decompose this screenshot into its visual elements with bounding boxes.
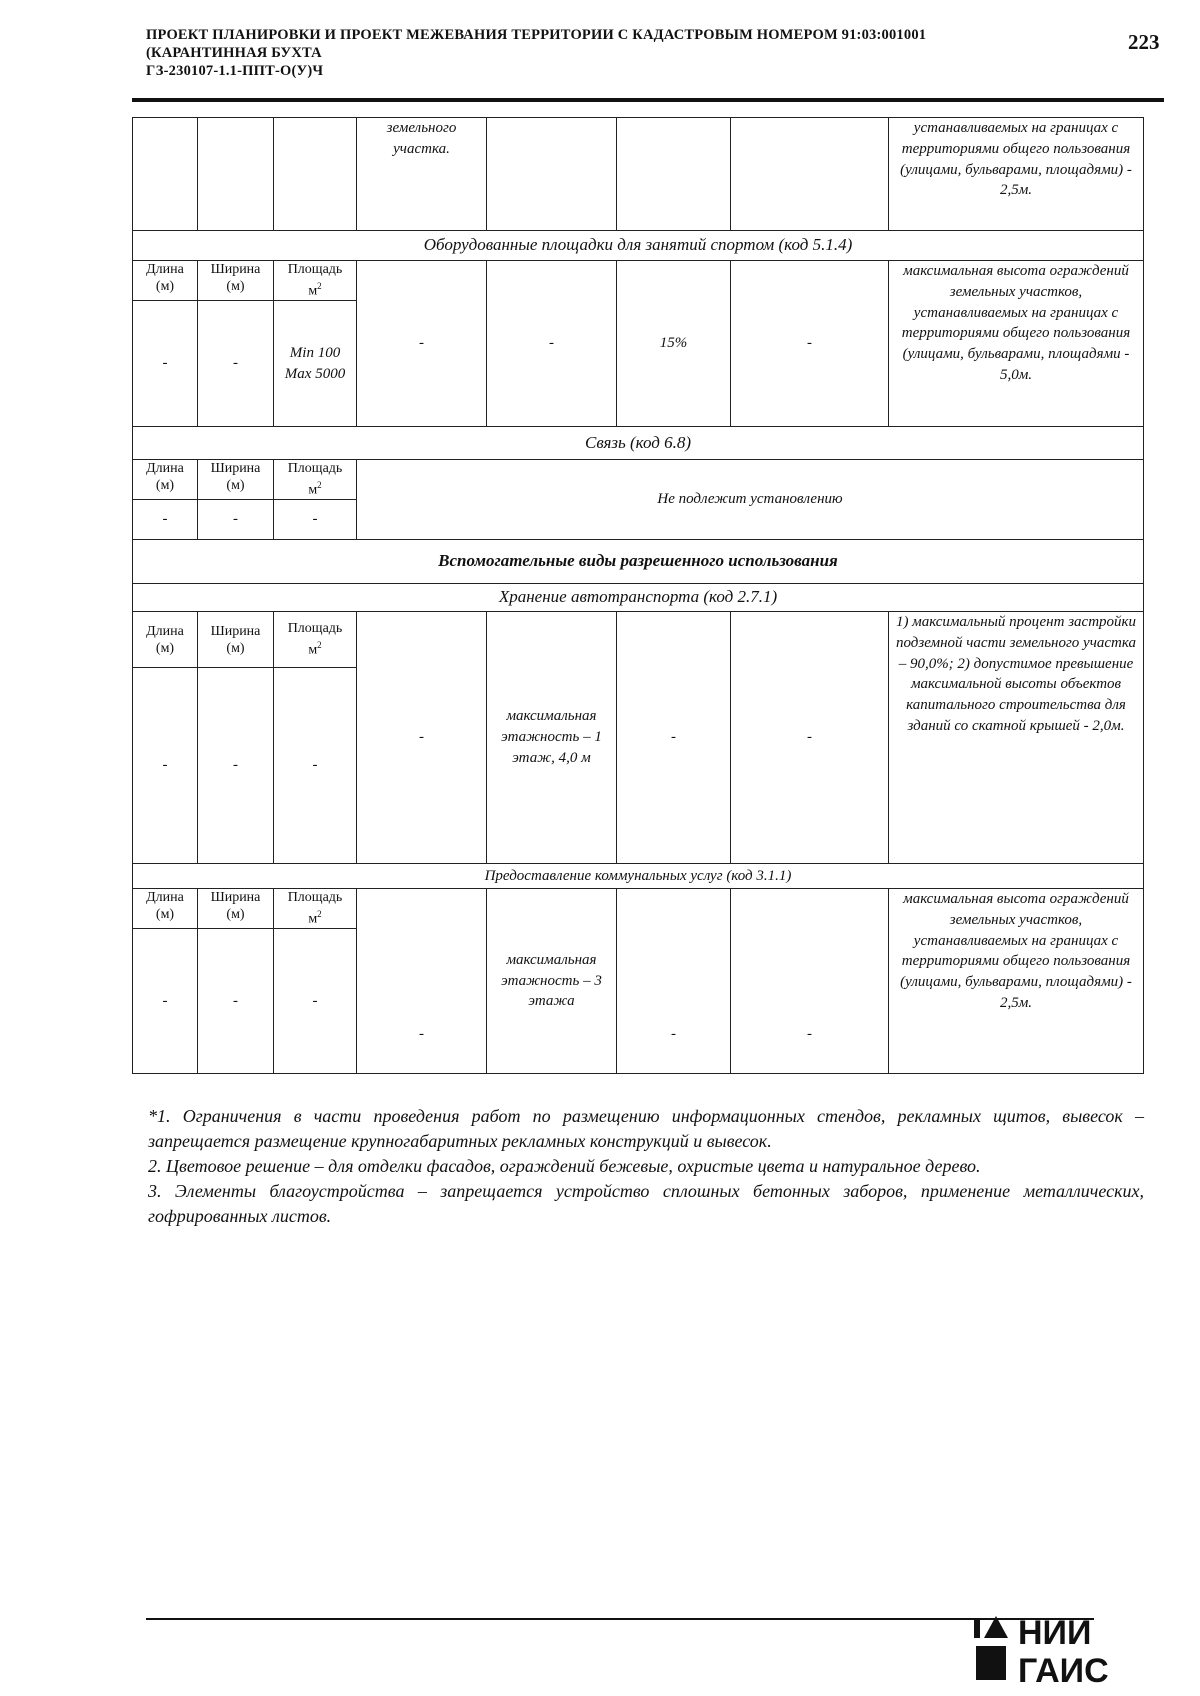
table-row: - - Min 100 Max 5000	[133, 301, 1144, 427]
note-cell: максимальная высота ограждений земельных участков, устанавливаемых на границах с территориями общего пользования (улицами, бульварами, площадями) - 2,5м.	[889, 889, 1144, 1074]
note-cell: Не подлежит установлению	[357, 460, 1144, 540]
header-divider	[132, 98, 1164, 102]
percent-cell: 15%	[617, 261, 731, 427]
section-title: Предоставление коммунальных услуг (код 3.1.1)	[133, 864, 1144, 889]
section-title-row	[133, 584, 1144, 612]
table-row: Длина (м) Ширина (м) Площадь $м^2$ - - 15% - максимальная высота ограждений земельных участков, устанавливаемых на границах с территориями общего пользования (улицами, бульварами, площадями - 5,0м.	[133, 261, 1144, 301]
header-code: ГЗ-230107-1.1-ППТ-О(У)Ч	[146, 63, 324, 79]
col-header-width: Ширина (м)	[198, 261, 274, 301]
table-row: - - -	[133, 668, 1144, 864]
section-title: Связь (код 6.8)	[133, 427, 1144, 460]
regulations-table	[132, 117, 1144, 1074]
floors-cell: максимальная этажность – 1 этаж, 4,0 м	[487, 612, 617, 864]
table-row	[133, 118, 1144, 231]
section-title-row	[133, 231, 1144, 261]
footnote: 2. Цветовое решение – для отделки фасадов, ограждений бежевые, охристые цвета и натуральное дерево.	[148, 1156, 981, 1176]
area-cell: Min 100 Max 5000	[274, 301, 357, 427]
niigais-logo	[974, 1612, 1174, 1692]
logo-text-bottom: ГАИС	[1018, 1652, 1109, 1690]
section-title: Оборудованные площадки для занятий спортом (код 5.1.4)	[133, 231, 1144, 261]
footnote: 3. Элементы благоустройства – запрещается устройство сплошных бетонных заборов, применение металлических, гофрированных листов.	[148, 1181, 1144, 1226]
section-title-row	[133, 427, 1144, 460]
table-row: Длина (м) Ширина (м) Площадь $м^2$ Не подлежит установлению	[133, 460, 1144, 500]
table-row: - - -	[133, 929, 1144, 1074]
table-row: Длина (м) Ширина (м) Площадь $м^2$ - максимальная этажность – 1 этаж, 4,0 м - - 1) максимальный процент застройки подземной части земельного участка – 90,0%; 2) допустимое превышение максимальной высоты объектов капитального строительства для зданий со скатной крышей - 2,0м.	[133, 612, 1144, 668]
logo-mark-bar	[974, 1618, 980, 1638]
footnote: *1. Ограничения в части проведения работ по размещению информационных стендов, рекламных щитов, вывесок – запрещается размещение крупногабаритных рекламных конструкций и вывесок.	[148, 1106, 1144, 1151]
header-title: ПРОЕКТ ПЛАНИРОВКИ И ПРОЕКТ МЕЖЕВАНИЯ ТЕРРИТОРИИ С КАДАСТРОВЫМ НОМЕРОМ 91:03:001001	[146, 27, 927, 43]
header-subtitle: (КАРАНТИННАЯ БУХТА	[146, 45, 322, 61]
section-title-row	[133, 540, 1144, 584]
table-row: Длина (м) Ширина (м) Площадь $м^2$ - максимальная этажность – 3 этажа - - максимальная высота ограждений земельных участков, устанавливаемых на границах с территориями общего пользования (улицами, бульварами, площадями) - 2,5м.	[133, 889, 1144, 929]
page-number: 223	[1128, 30, 1160, 54]
document-header	[146, 26, 1086, 80]
logo-mark-triangle	[984, 1616, 1008, 1638]
col-header-area: Площадь $м^2$	[274, 261, 357, 301]
aux-uses-title: Вспомогательные виды разрешенного использования	[133, 540, 1144, 584]
col-header-length: Длина (м)	[133, 261, 198, 301]
logo-text-top: НИИ	[1018, 1614, 1092, 1652]
table-row: - - -	[133, 500, 1144, 540]
table-cell: земельного участка.	[357, 118, 487, 231]
floors-cell: максимальная этажность – 3 этажа	[487, 889, 617, 1074]
note-cell: максимальная высота ограждений земельных участков, устанавливаемых на границах с территориями общего пользования (улицами, бульварами, площадями - 5,0м.	[889, 261, 1144, 427]
footnotes	[148, 1104, 1144, 1229]
note-cell: 1) максимальный процент застройки подземной части земельного участка – 90,0%; 2) допустимое превышение максимальной высоты объектов капитального строительства для зданий со скатной крышей - 2,0м.	[889, 612, 1144, 864]
table-cell: устанавливаемых на границах с территориями общего пользования (улицами, бульварами, площадями) - 2,5м.	[889, 118, 1144, 231]
section-title: Хранение автотранспорта (код 2.7.1)	[133, 584, 1144, 612]
section-title-row	[133, 864, 1144, 889]
footer-divider	[146, 1618, 1094, 1620]
logo-mark-block	[976, 1646, 1006, 1680]
